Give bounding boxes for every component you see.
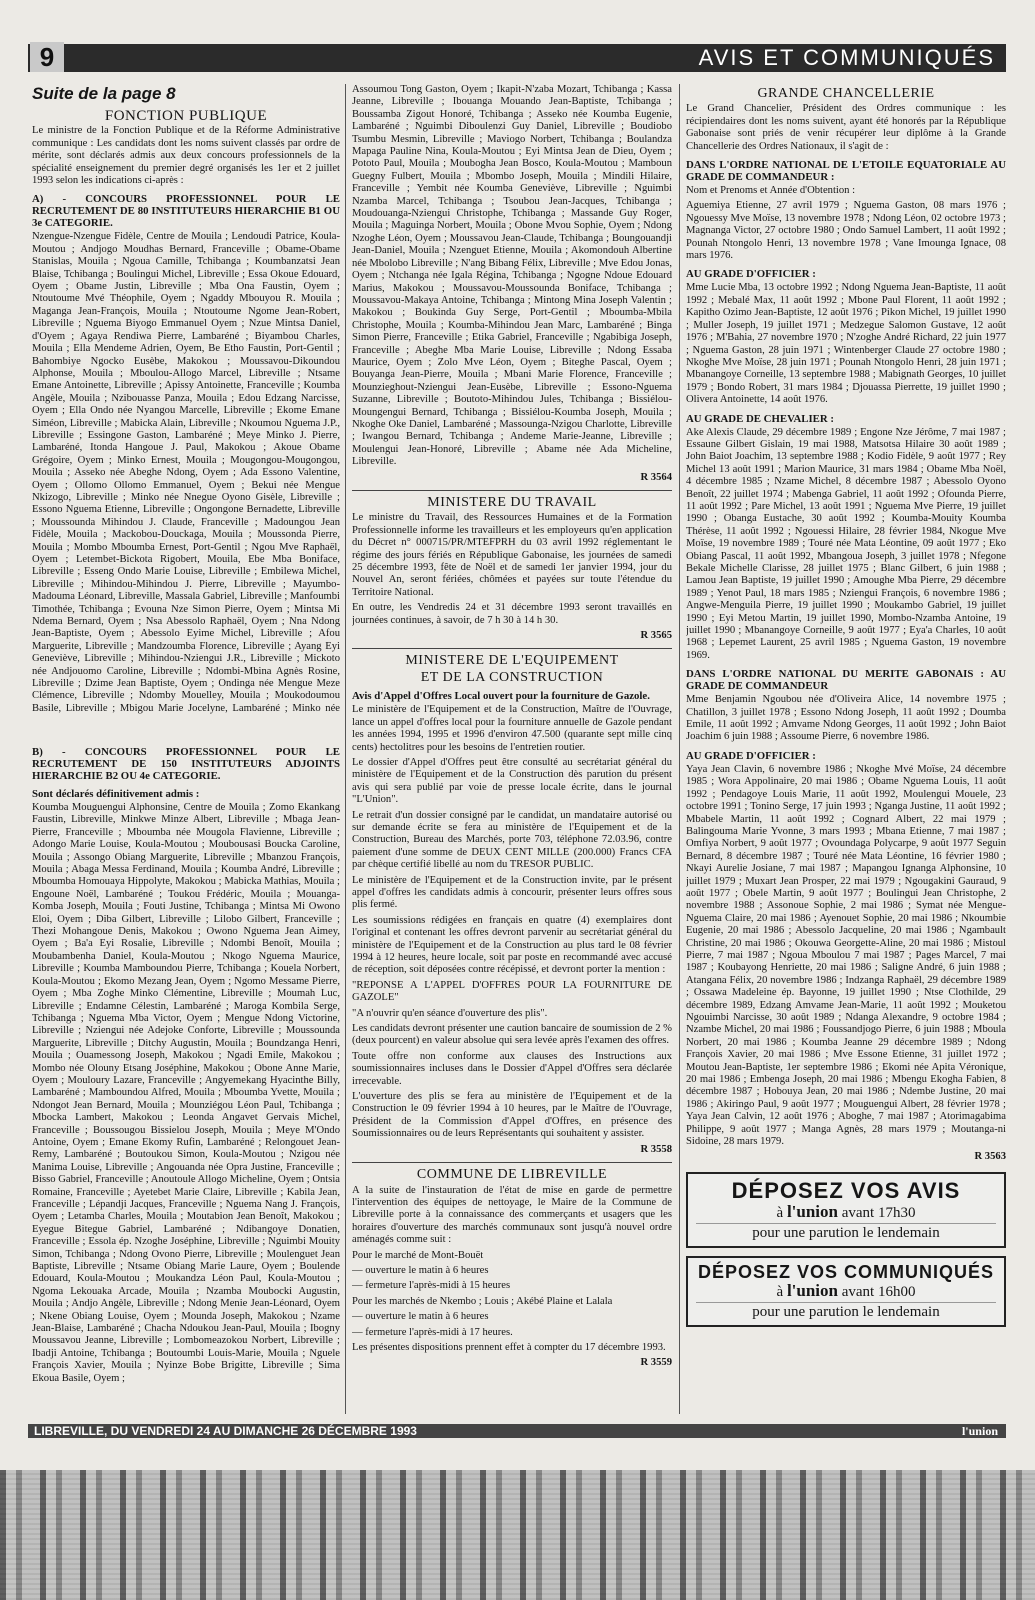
travail-text: Le ministre du Travail, des Ressources Humaines et de la Formation Professionnelle informe les travailleurs et les employeurs qu'en application du Décret n° 000715/PR/MTEFPRH du 03 avril 1992 réglementant le régime des jours fériés en République Gabonaise, les journées de samedi 25 décembre 1993, fête de Noël et de samedi 1er janvier 1994, jour du Nouvel An, seront fériées, chômées et payées sur toute l'étendue du Territoire National. — [352, 512, 672, 598]
commune-line: — ouverture le matin à 6 heures — [352, 1311, 489, 1323]
commune-paragraph: A la suite de l'instauration de l'état de mise en garde de permettre l'intervention des équipes de nettoyage, le Maire de la Commune de Libreville porte à la connaissance des commerçants et usagers que les horaires d'ouverture des marchés communaux sont jusqu'à nouvel ordre aménagés comme suit : — [352, 1184, 672, 1246]
divider — [352, 648, 672, 649]
recipient-list: Mme Lucie Mba, 13 octobre 1992 ; Ndong Nguema Jean-Baptiste, 11 août 1992 ; Mebalé Max, 11 août 1992 ; Mbone Paul Florent, 11 août 1992 ; Kapitho Ozimo Jean-Baptiste, 12 août 1976 ; Pikon Michel, 19 juillet 1990 ; Muller Joseph, 19 juillet 1971 ; Medzegue Salomon Gustave, 12 août 1976 ; M'Bahia, 27 novembre 1970 ; N'zoghe André Richard, 22 juin 1977 ; Nguema Gaston, 28 juin 1971 ; Wintenberger Claude 27 octobre 1980 ; Nkoghe Mve Moïse, 28 juin 1971 ; Pounah Ntongolo Henri, 28 juin 1971 ; Mbanangoye Corneille, 13 septembre 1988 ; Mabignath Georges, 10 juillet 1979 ; Bondo Robert, 31 mars 1984 ; Djouassa Pierrette, 19 juillet 1990 ; Olivera Antoinette, 14 août 1976. — [686, 282, 1006, 406]
equipement-paragraph: Les candidats devront présenter une caution bancaire de soumission de 2 % (deux pourcent) en valeur absolue qui sera levée après l'examen des offres. — [352, 1023, 672, 1047]
concours-b-continued-list: Assoumou Tong Gaston, Oyem ; Ikapit-N'zaba Mozart, Tchibanga ; Kassa Jeanne, Libreville ; Ibouanga Mouando Jean-Baptiste, Tchibanga ; Boussamba Zigout Honoré, Tchibanga ; Asseko née Koumba Eugenie, Lambaréné ; Nguimbi Diboulenzi Guy Daniel, Libreville ; Boudiobo Tsumbu Mesmin, Libreville ; Maviogo Norbert, Tchibanga ; Boulandza Mapaga Pauline Nina, Koula-Moutou ; Eyi Mintsa Jean de Dieu, Oyem ; Pototo Paul, Mouila ; Moubogha Jean Bosco, Koula-Moutou ; Mamboun Guegny Fulbert, Mouila ; Mbombo Joseph, Mouila ; Mindili Hilaire, Franceville ; Yembit née Koumba Geneviève, Libreville ; Nguimbi Nzamba Marcel, Tchibanga ; Tsoubou Jean-Jacques, Tchibanga ; Moudouanga-Nziengui Christophe, Tchibanga ; Massande Guy Roger, Mouila ; Maguinga Norbert, Mouila ; Obone Mvou Sophie, Oyem ; Ndong Nzoghe Léon, Oyem ; Moussavou Jean-Claude, Tchibanga ; Boungouandji Jean-Daniel, Mouila ; Nzenguet Etienne, Mouila ; Akomondouh Albertine née Mbolobo Libreville ; N'ang Bibang Félix, Libreville ; Mve Edou Jonas, Oyem ; Ntchanga née Igala Régina, Tchibanga ; Ngogne Ndoue Edouard Marius, Makokou ; Moussavou-Moussounda Boniface, Tchibanga ; Moussavou-Makaya Antoine, Tchibanga ; Mintong Mina Joseph Valentin ; Makokou ; Boukinda Guy Serge, Port-Gentil ; Mboumba-Mbila Christophe, Mouila ; Koumba-Mihindou Jean Marc, Lambaréné ; Binga Simon Pierre, Franceville ; Etika Gabriel, Franceville ; Ngabibiga Joseph, Franceville ; Abeghe Mba Marie Louise, Libreville ; Ndong Essaba Maurice, Oyem ; Zolo Mve Léon, Oyem ; Biteghe Pascal, Oyem ; Bouyanga Jean-Pierre, Mouila ; Mbani Marie Florence, Franceville ; Mounzieghout-Nziengui Jean-Eusèbe, Libreville ; Essono-Nguema Suzanne, Libreville ; Boutoto-Mihindou Jules, Tchibanga ; Bissiélou-Moungengui Bernard, Tchibanga ; Bissiélou-Koumba Joseph, Mouila ; Nkoghe Oke Daniel, Lambaréné ; Massounga-Nzigou Charlotte, Libreville ; Iwangou Bernard, Tchibanga ; Andeme Marie-Jeanne, Libreville ; Moulengui Jean-Honoré, Libreville ; Abame née Ada Micheline, Libreville. — [352, 84, 672, 468]
equipement-paragraph: Le ministère de l'Equipement et de la Construction, Maître de l'Ouvrage, lance un appel d'offres local pour la fourniture annuelle de Gazole pendant les années 1994, 1995 et 1996 d'environ 47.500 (quarante sept mille cinq cents) hectolitres pour les besoins de l'entretien routier. — [352, 704, 672, 753]
equipement-paragraph: "REPONSE A L'APPEL D'OFFRES POUR LA FOURNITURE DE GAZOLE" — [352, 979, 672, 1004]
equipement-paragraph: Les soumissions rédigées en français en quatre (4) exemplaires dont l'original et contenant les offres devront parvenir au secrétariat général du ministère de l'Equipement et de la Construction au plus tard le 08 février 1994 à 12 heures, heure locale, soit par poste en recommandé avec accusé de réception, soit déposées contre récépissé, et devront porter la mention : — [352, 914, 672, 976]
recipient-list: Yaya Jean Clavin, 6 novembre 1986 ; Nkoghe Mvé Moïse, 24 décembre 1985 ; Wora Appolinaire, 20 mai 1986 ; Obame Nguema Louis, 11 août 1992 ; Pendagoye Louis Marie, 11 août 1992, Moulengui Mouele, 23 octobre 1991 ; Tonino Serge, 17 juin 1993 ; Nganga Justine, 11 août 1992 ; Mbabele Martin, 11 août 1992 ; Cognard Albert, 22 mai 1979 ; Balingouma Marie Yvonne, 3 mars 1993 ; Mbana Etienne, 7 mai 1987 ; Omfiya Norbert, 9 août 1977 ; Ovoundaga Polycarpe, 9 août 1977 Seguin Bernard, 8 décembre 1987 ; Touré née Mata Léontine, 16 février 1980 ; Nkayi Aurelie Josiane, 7 mai 1987 ; Mapangou Ignanga Alphonsine, 10 juillet 1979 ; Muxart Jean Prosper, 22 mai 1979 ; Ngougakini Gauraud, 9 août 1977 ; Obele Martin, 9 août 1977 ; Boulingui Jean Christophe, 2 novembre 1988 ; Assonoue Sophie, 2 mai 1986 ; Symat née Mengue-Nguema Claire, 20 mai 1986 ; Ayenouet Sophie, 20 mai 1986 ; Nkoumbie Eugenie, 20 mai 1986 ; Abessolo Jacqueline, 20 mai 1986 ; Ngambault Christine, 20 mai 1986 ; Okouwa Georgette-Aline, 20 mai 1986 ; Mistoul Pierre, 7 mai 1987 ; Ngoua Mboulou 7 mai 1987 ; Pages Marcel, 7 mai 1987 ; Koubayong Henriette, 20 mai 1986 ; Saligne André, 6 juin 1988 ; Atangana Félix, 20 novembre 1986 ; Indzanga Raphaël, 29 décembre 1989 ; Ossawa Madeleine ép. Bayonne, 19 juillet 1990 ; Ntse Clothilde, 29 décembre 1989, Edzang Amvame Jean-Marie, 11 août 1992 ; Mouketou Ngouimbi Narcisse, 30 août 1989 ; Ndanga Alexandre, 9 octobre 1984 ; Nzambe Michel, 20 mai 1986 ; Foussandjogo Pierre, 6 juin 1988 ; Mboula Norbert, 20 mai 1986 ; Koumba Jeanne 29 décembre 1989 ; Ndong François Xavier, 20 mai 1986 ; Mve Essone Etienne, 31 juillet 1972 ; Moutou Jean-Baptiste, 1er septembre 1986 ; Ekomi née Apita Véronique, 20 mai 1986 ; Embenga Joseph, 20 mai 1986 ; Mbengu Ekogha Fabien, 8 décembre 1987 ; Hobouya Jean, 20 mai 1986 ; Ndembe Justine, 20 mai 1986 ; Akiringo Paul, 9 août 1977 ; Mouguengui Albert, 28 février 1978 ; Yaya Jean Calvin, 12 août 1976 ; Aboghe, 7 mai 1987 ; Atorimagabima Philippe, 9 août 1977 ; Manga Agnès, 28 mars 1979 ; Moutanga-ni Sidoine, 28 mars 1979. — [686, 763, 1006, 1148]
footer-brand: l'union — [961, 1424, 998, 1438]
equipement-title-1: MINISTERE DE L'EQUIPEMENT — [405, 653, 619, 669]
page-number: 9 — [30, 42, 64, 72]
divider — [352, 490, 672, 491]
equipement-paragraph: Le ministère de l'Equipement et de la Construction invite, par le présent appel d'offres les candidats admis à concourir, présenter leurs offres sous plis fermé. — [352, 874, 672, 911]
reference-number: R 3565 — [640, 630, 672, 642]
concours-b-heading: B) - CONCOURS PROFESSIONNEL POUR LE RECRUTEMENT DE 150 INSTITUTEURS ADJOINTS HIERARCHIE B2 OU 4e CATEGORIE. — [32, 746, 340, 782]
order-heading: DANS L'ORDRE NATIONAL DU MERITE GABONAIS : AU GRADE DE COMMANDEUR — [686, 668, 1006, 693]
equipement-paragraph: Le dossier d'Appel d'Offres peut être consulté au secrétariat général du ministère de l'Equipement et de la Construction dès parution du présent avis qui sera publié par voie de presse locale écrite, dans le journal "L'Union". — [352, 756, 672, 806]
divider — [352, 1162, 672, 1163]
concours-b-subheading: Sont déclarés définitivement admis : — [32, 788, 200, 800]
ad-headline: DÉPOSEZ VOS COMMUNIQUÉS — [697, 1261, 995, 1282]
article-intro: Le ministre de la Fonction Publique et de la Réforme Administrative communique : Les candidats dont les noms suivent classés par ordre de mérite, sont déclarés admis aux deux concours professionnels de la spécialité enseignement du premier degré organisés les 1er et 2 juillet 1993 selon les indications ci-après : — [32, 125, 340, 187]
commune-title: COMMUNE DE LIBREVILLE — [416, 1167, 608, 1183]
travail-title: MINISTERE DU TRAVAIL — [427, 495, 597, 510]
column-middle — [352, 84, 672, 1404]
grade-heading: AU GRADE DE CHEVALIER : — [686, 412, 834, 425]
recipient-list: Mme Benjamin Ngoubou née d'Oliveira Alice, 14 novembre 1975 ; Chatillon, 3 juillet 1978 ; Essono Ndong Joseph, 11 août 1992 ; Doumba Emile, 11 août 1992 ; Amvame Ndong Georges, 11 août 1992 ; John Baiot Joachim 6 juin 1988 ; Assoume Pierre, 6 novembre 1986. — [686, 694, 1006, 743]
equipement-paragraph: L'ouverture des plis se fera au ministère de l'Equipement et de la Construction le 09 février 1994 à 10 heures, par le Maître de l'Ouvrage, Président de la Commission d'Appel d'Offres, en présence des Soumissionnaires ou de leurs Représentants qui souhaitent y assister. — [352, 1091, 672, 1140]
brand-logo: l'union — [786, 1201, 838, 1221]
chancellerie-title: GRANDE CHANCELLERIE — [757, 86, 935, 101]
ad-footnote: pour une parution le lendemain — [696, 1223, 996, 1239]
reference-number: R 3564 — [640, 471, 672, 483]
recipient-list: Ake Alexis Claude, 29 décembre 1989 ; Engone Nze Jérôme, 7 mai 1987 ; Essaune Gilbert Gislain, 19 mai 1988, Matsotsa Hilaire 30 août 1989 ; John Baiot Joachim, 13 septembre 1988 ; Kodio Fidèle, 9 août 1977 ; Rey Michel 13 août 1991 ; Marion Maurice, 31 mars 1984 ; Obame Mba Noël, 4 décembre 1985 ; Nzame Michel, 8 décembre 1987 ; Abessolo Oyono Benoît, 22 juillet 1974 ; Mabenga Gabriel, 11 août 1992 ; Ofounda Pierre, 11 août 1992 ; Pare Michel, 13 août 1991 ; Nguema Mve Pierre, 19 juillet 1990 ; Obanga Eustache, 30 août 1992 ; Koumba-Mouity Koumba Thérèse, 11 août 1992 ; Ngouessi Hilaire, 28 février 1984, Nkogue Mve Moïse, 19 novembre 1989 ; Touré née Mata Léontine, 09 août 1977 ; Eko Obiang Pascal, 11 août 1992, Mbangoua Joseph, 3 juillet 1978 ; Nfegone Bekale Michelle Clarisse, 28 juillet 1975 ; Blanc Gilbert, 6 juin 1988 ; Lamou Jean Baptiste, 19 juillet 1990 ; Amoughe Mba Pierre, 29 décembre 1989 ; Yenot Paul, 18 mars 1985 ; Nziengui François, 6 novembre 1986 ; Angwe-Menguila Pierre, 19 juillet 1990 ; Moukambo Gabriel, 19 juillet 1990 ; Eyi Metou Martin, 19 juillet 1990, Mombo-Nzamba Antoine, 19 juillet 1990 ; Mbanangoye Corneille, 9 août 1977 ; Eya'a Charles, 10 août 1968 ; Lepemet Laurent, 25 avril 1985 ; Nguema Gaston, 19 novembre 1969. — [686, 426, 1006, 661]
column-chancellerie — [686, 84, 1006, 1404]
order-subheading: Nom et Prenoms et Année d'Obtention : — [686, 185, 856, 197]
ad-deposez-communiques — [686, 1256, 1006, 1327]
commune-paragraph: Les présentes dispositions prennent effet à compter du 17 décembre 1993. — [352, 1341, 666, 1353]
grade-heading: AU GRADE D'OFFICIER : — [686, 749, 816, 762]
recipient-list: Aguemiya Etienne, 27 avril 1979 ; Nguema Gaston, 08 mars 1976 ; Ngouessy Mve Moïse, 13 novembre 1978 ; Ndong Léon, 02 octobre 1973 ; Magnanga Victor, 27 octobre 1980 ; Ondo Samuel Lambert, 11 août 1992 ; Pounah Ntongolo Henri, 13 novembre 1978 ; Vane Imounga Ignace, 08 mars 1976. — [686, 200, 1006, 262]
equipement-paragraph: Le retrait d'un dossier consigné par le candidat, un mandataire autorisé ou sur demande écrite se fera au ministère de l'Equipement et de la Construction, Bureau des Marchés, porte 703, téléphone 72.03.96, contre paiement d'une somme de DEUX CENT MILLE (200.000) Francs CFA par chèque certifié libellé au nom du TRESOR PUBLIC. — [352, 809, 672, 871]
grade-heading: AU GRADE D'OFFICIER : — [686, 268, 816, 281]
brand-logo: l'union — [786, 1280, 838, 1300]
column-fonction-publique — [32, 84, 340, 714]
equipement-paragraph: Toute offre non conforme aux clauses des Instructions aux soumissionnaires incluses dans le Dossier d'Appel d'Offres sera déclarée irrecevable. — [352, 1050, 672, 1087]
ad-headline: DÉPOSEZ VOS AVIS — [731, 1177, 961, 1203]
ad-deadline: à l'union avant 16h00 — [776, 1280, 916, 1300]
commune-line: Pour le marché de Mont-Bouët — [352, 1249, 484, 1261]
concours-a-list: Nzengue-Nzengue Fidèle, Centre de Mouila ; Lendoudi Patrice, Koula-Moutou ; Andjogo Moudhas Bernard, Franceville ; Obame-Obame Stanislas, Mouila ; Ngoua Camille, Tchibanga ; Koumbanzatsi Jean Blaise, Tchibanga ; Boulingui Michel, Libreville ; Essa Okoue Edouard, Oyem ; Obame Justin, Libreville ; Mba Ona Faustin, Oyem ; Ntoutoume Mvé Théophile, Oyem ; Ngaddy Mbouyou R. Mouila ; Maganga Jean-François, Mouila ; Ntoutoume Ngome Jean-Robert, Libreville ; Nguema Biyogo Emmanuel Oyem ; Nzue Mintsa Daniel, d'Oyem ; Agaya Rendiwa Pierre, Lambaréné ; Biyambou Charles, Mouila ; Ella Mendeme Adrien, Oyem, Be Etho Faustin, Port-Gentil ; Bahombiye Ngocko Eusèbe, Makokou ; Moussavou-Dikoundou Alphonse, Mouila ; Mboulou-Allogo Marcel, Libreville ; Ntsame Emane Antoinette, Libreville ; Apissy Antoinette, Franceville ; Koumba Angèle, Mouila ; Nzibouasse Panza, Mouila ; Edou Edzang Narcisse, Oyem ; Ella Ondo née Nyangou Marcelle, Libreville ; Ekome Emane Siméon, Libreville ; Mabicka Alain, Libreville ; Nkoumou Nguema J.P., Libreville ; Essingone Gaston, Lambaréné ; Meye Minko J. Pierre, Lambaréné, Itonda Hangoue J. Paul, Makokou ; Akoue Obame Grégoire, Oyem ; Minko Ernest, Mouila ; Mougongou-Mougongou, Mouila ; Asseko née Abeghe Ndong, Oyem ; Ada Essono Valentine, Oyem ; Ollomo Ollomo Emmanuel, Oyem ; Bekui née Mengue Nkizogo, Libreville ; Minko née Nnegue Oyono Gisèle, Libreville ; Essono Nguema Etienne, Libreville ; Ongongone Bernadette, Libreville ; Moussounda Mihindou J. Claude, Franceville ; Madoungou Jean Fidèle, Mouila ; Mackobou-Douckaga, Mouila ; Moussonda Pierre, Mouila ; Mombo Mboumba Ernest, Port-Gentil ; Ngou Mve Raphaël, Oyem ; Letembet-Bickota Rigobert, Mouila, Ebe Mba Boniface, Libreville ; Esseng Ondo Marie Louise, Libreville ; Embilewa Michel, Libreville ; Mihindou-Mihindou J. Pierre, Libreville ; Mayumbo-Madouma Léonard, Libreville, Massala Gabriel, Libreville ; Manfoumbi Timothée, Tchibanga ; Evouna Nze Simon Pierre, Oyem ; Mintsa Mi Ndema Bernard, Oyem ; Nsa Abessolo Raphaël, Oyem ; Nna Ndong Jean-Baptiste, Oyem ; Abessolo Eyime Michel, Libreville ; Afou Marguerite, Libreville ; Mandzoumba Florence, Libreville ; Ayang Eyi Geneviève, Libreville ; Mihindou-Nziengui J.R., Libreville ; Mickoto née Andjouomo Caroline, Libreville ; Ndombi-Mbina Agnès Rosine, Libreville ; Dzime Jean Baptiste, Oyem ; Ondinga née Mengue Meze Clémence, Libreville ; Ndomby Mouelley, Mouila ; Moukodoumou Basile, Libreville ; Mbigou Marie Jocelyne, Lambaréné ; Minko née — [32, 231, 340, 714]
reference-number: R 3559 — [640, 1357, 672, 1369]
travail-text-2: En outre, les Vendredis 24 et 31 décembre 1993 seront travaillés en journées continues, à savoir, de 7 h 30 à 14 h 30. — [352, 602, 672, 626]
commune-line: — fermeture l'après-midi à 15 heures — [352, 1280, 511, 1292]
column-divider — [345, 84, 346, 1414]
column-divider — [679, 84, 680, 1414]
ad-footnote: pour une parution le lendemain — [696, 1302, 996, 1318]
footer-dateline: LIBREVILLE, DU VENDREDI 24 AU DIMANCHE 26 DÉCEMBRE 1993 — [34, 1424, 417, 1438]
footer-bar — [28, 1424, 1006, 1438]
commune-line: Pour les marchés de Nkembo ; Louis ; Akébé Plaine et Lalala — [352, 1295, 613, 1307]
column-fonction-publique-b — [32, 740, 340, 1420]
commune-line: — fermeture l'après-midi à 17 heures. — [352, 1326, 513, 1338]
reference-number: R 3563 — [974, 1151, 1006, 1163]
equipement-lead: Avis d'Appel d'Offres Local ouvert pour la fourniture de Gazole. — [352, 690, 650, 703]
equipement-paragraph: "A n'ouvrir qu'en séance d'ouverture des plis". — [352, 1007, 548, 1019]
commune-line: — ouverture le matin à 6 heures — [352, 1264, 489, 1276]
reference-number: R 3558 — [640, 1143, 672, 1155]
ad-deadline: à l'union avant 17h30 — [776, 1201, 916, 1221]
article-title: FONCTION PUBLIQUE — [104, 108, 268, 124]
order-heading: DANS L'ORDRE NATIONAL DE L'ETOILE EQUATORIALE AU GRADE DE COMMANDEUR : — [686, 159, 1006, 184]
equipement-title-2: ET DE LA CONSTRUCTION — [420, 669, 604, 685]
scan-artifact-strip — [0, 1470, 1035, 1600]
concours-b-list: Koumba Mouguengui Alphonsine, Centre de Mouila ; Zomo Ekankang Faustin, Libreville, Minkwe Minze Albert, Libreville ; Mbaga Jean-Pierre, Franceville ; Mboumba née Mougola Flavienne, Libreville ; Adongo Marie Louise, Koula-Moutou ; Moubousasi Boucka Caroline, Mouila ; Assongo Obiang Marguerite, Libreville ; Mbanzou François, Mouila ; Abaga Messa Ferdinand, Mouila ; Koumba André, Libreville ; Mboumba Homouaya Hippolyte, Makokou ; Mabicka Mathias, Mouila ; Engoune Noël, Lambaréné ; Toukou Frédéric, Mouila ; Mouanga-Komba Joseph, Mouila ; Fouti Justine, Tchibanga ; Mintsa Mi Owono Eloi, Oyem ; Diba Gilbert, Libreville ; Lilobo Gilbert, Franceville ; Thezi Mohangoue Denis, Makokou ; Owono Nguema Jean Aimey, Oyem ; Ba'a Eyi Rosalie, Libreville ; Ndombi Benoît, Mouila ; Moubambenha Daniel, Koula-Moutou ; Nkogo Nguema Maurice, Libreville ; Koumba Mamboundou Pierre, Tchibanga ; Kouela Norbert, Koula-Moutou ; Ekomo Mezang Jean, Oyem ; Ngomo Messame Pierre, Oyem ; Mba Zoghe Minko Clémentine, Libreville ; Moumah Luc, Libreville ; Endamne Célestin, Lambaréné ; Maroga Kombila Serge, Tchibanga ; Nguema Mba Victor, Oyem ; Mengue Ndong Victorine, Libreville ; Nziengui née Adejoke Conforte, Libreville ; Moussounda Marguerite, Libreville ; Ditchy Augustin, Mouila ; Boundzanga Henri, Mouila ; Ouamessong Joseph, Makokou ; Ngadi Emile, Makokou ; Mombo née Olouny Etsang Joséphine, Makokou ; Obone Anne Marie, Oyem ; Mouloury Lazare, Franceville ; Angyemekang Hyacinthe Billy, Lambaréné ; Mamboundou Alfred, Mouila ; Mboumba Yvette, Mouila ; Ndongot Jean Bernard, Mouila ; Mounziégou Léon Paul, Tchibanga ; Mbocka Lambert, Makokou ; Leonda Angavet Gervais Michel, Franceville ; Boussougou Bissielou Joseph, Mouila ; Meye M'Ondo Antoine, Oyem ; Emane Ekomy Rufin, Lambaréné ; Relongouet Jean-Remy, Lambaréné ; Boutoukou Simon, Koula-Moutou ; Nzigou née Manima Louise, Libreville ; Angouanda née Opra Justine, Franceville ; Bisso Gabriel, Franceville ; Anoutoule Allogo Micheline, Oyem ; Ontsia Romaine, Franceville ; Ayetebet Marie Claire, Libreville ; Kabila Jean, Franceville ; Lépandji Jacques, Franceville ; Nguema Nang J. François, Oyem ; Letamba Charles, Mouila ; Moutabion Jean Benoît, Makokou ; Eyegue Bitegue Gabriel, Lambaréné ; Ndibangoye Donatien, Franceville ; Essola ép. Nzoghe Joséphine, Libreville ; Nguimbi Mouity Simon, Tchibanga ; Ndong Ovono Pierre, Libreville ; Moulenguet Jean Baptiste, Libreville ; Ntsame Obiang Marie Laure, Oyem ; Boulende Edouard, Koula-Moutou ; Moukandza Léon Paul, Koula-Moutou ; Ngoma Lekouaka Arcade, Mouila ; Nzamba Moubocki Augustin, Mouila ; Andjo Angèle, Libreville ; Ndong Menie Jean-Léonard, Oyem ; Nkene Obiang Louise, Oyem ; Mounda Joseph, Makokou ; Nzame Jean-Blaise, Lambaréné ; Chacha Ndoukou Jean-Paul, Mouila ; Ibogny Moussavou Jeanne, Libreville ; Lombomeazokou Norbert, Libreville ; Ibadji Antoine, Tchibanga ; Boutoumbi Louis-Marie, Mouila ; Nguele François Xavier, Mouila ; Nyinze Bobe Brigitte, Libreville ; Sima Ekoua Basile, Oyem ; — [32, 802, 340, 1384]
chancellerie-intro: Le Grand Chancelier, Président des Ordres communique : les récipiendaires dont les noms suivent, ayant été honorés par la République Gabonaise sont priés de venir récupérer leur diplôme à la Grande Chancellerie des Ordres Nationaux, il s'agit de : — [686, 103, 1006, 152]
continuation-kicker: Suite de la page 8 — [32, 84, 176, 103]
section-title: AVIS ET COMMUNIQUÉS — [698, 45, 995, 70]
ad-deposez-avis — [686, 1172, 1006, 1248]
concours-a-heading: A) - CONCOURS PROFESSIONNEL POUR LE RECRUTEMENT DE 80 INSTITUTEURS HIERARCHIE B1 OU 3e CATEGORIE. — [32, 193, 340, 230]
